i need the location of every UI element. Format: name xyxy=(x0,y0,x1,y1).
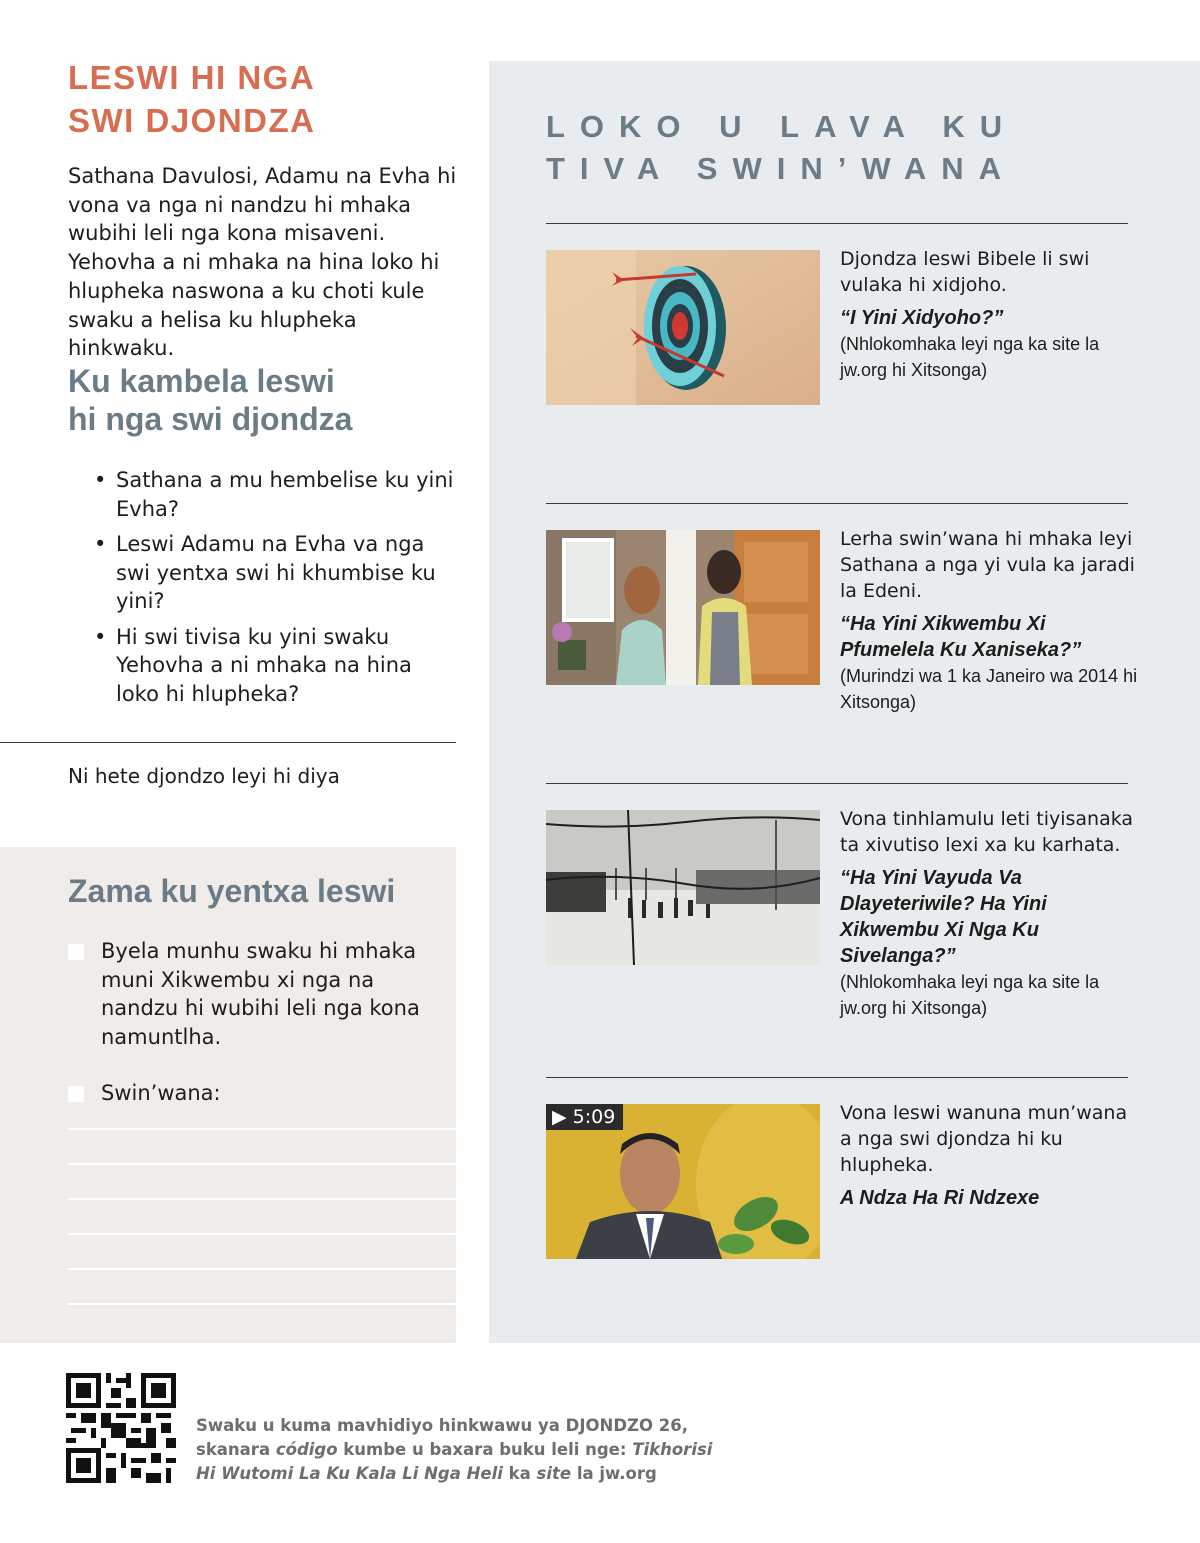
divider xyxy=(546,1077,1128,1078)
try-item[interactable]: Byela munhu swaku hi mhaka muni Xikwembu xi nga na nandzu hi wubihi leli nga kona namuntlha. xyxy=(68,937,428,1051)
try-item[interactable]: Swin’wana: xyxy=(68,1079,428,1108)
divider xyxy=(546,503,1128,504)
review-title: Ku kambela leswi hi nga swi djondza xyxy=(68,363,353,437)
entry-holocaust: Vona tinhlamulu leti tiyisanaka ta xivutiso lexi xa ku karhata. “Ha Yini Vayuda Va Dlayeteriwile? Ha Yini Xikwembu Xi Nga Ku Sivelanga?” (Nhlokomhaka leyi nga ka site la jw.org hi Xitsonga) xyxy=(840,806,1140,1021)
explore-title: LOKO U LAVA KU TIVA SWIN’WANA xyxy=(546,109,1018,186)
entry-video: Vona leswi wanuna mun’wana a nga swi djondza hi ku hlupheka. A Ndza Ha Ri Ndzexe xyxy=(840,1100,1140,1211)
writing-lines[interactable] xyxy=(68,1128,456,1338)
review-question: • Sathana a mu hembelise ku yini Evha? xyxy=(94,468,454,521)
review-questions xyxy=(90,466,460,715)
camp-photo-image[interactable] xyxy=(546,810,820,965)
review-question: • Leswi Adamu na Evha va nga swi yentxa swi hi khumbise ku yini? xyxy=(94,532,436,613)
target-image[interactable] xyxy=(546,250,820,405)
video-link[interactable]: A Ndza Ha Ri Ndzexe xyxy=(840,1187,1040,1209)
entry-suffering: Lerha swin’wana hi mhaka leyi Sathana a nga yi vula ka jaradi la Edeni. “Ha Yini Xikwembu Xi Pfumelela Ku Xaniseka?” (Murindzi wa 1 ka Janeiro wa 2014 hi Xitsonga) xyxy=(840,526,1140,715)
summary-title: LESWI HI NGA SWI DJONDZA xyxy=(68,59,316,139)
try-title: Zama ku yentxa leswi xyxy=(68,873,396,909)
video-thumbnail[interactable] xyxy=(546,1104,820,1259)
checkbox[interactable] xyxy=(68,944,84,960)
article-link[interactable]: “I Yini Xidyoho?” xyxy=(840,307,1004,329)
divider xyxy=(0,742,456,743)
article-link[interactable]: “Ha Yini Xikwembu Xi Pfumelela Ku Xaniseka?” xyxy=(840,613,1082,661)
article-link[interactable]: “Ha Yini Vayuda Va Dlayeteriwile? Ha Yini Xikwembu Xi Nga Ku Sivelanga?” xyxy=(840,867,1047,967)
completion-date-label: Ni hete djondzo leyi hi diya xyxy=(68,764,340,788)
divider xyxy=(546,783,1128,784)
summary-text: Sathana Davulosi, Adamu na Evha hi vona va nga ni nandzu hi mhaka wubihi leli nga kona misaveni. Yehovha a ni mhaka na hina loko hi hlupheka naswona a ku choti kule swaku a helisa ku hlupheka hinkwaku. xyxy=(68,164,457,361)
entry-sin: Djondza leswi Bibele li swi vulaka hi xidjoho. “I Yini Xidyoho?” (Nhlokomhaka leyi nga ka site la jw.org hi Xitsonga) xyxy=(840,246,1140,383)
qr-code-icon[interactable] xyxy=(66,1373,176,1483)
video-duration-badge: ▶ 5:09 xyxy=(546,1104,623,1130)
checkbox[interactable] xyxy=(68,1086,84,1102)
footer-note: Swaku u kuma mavhidiyo hinkwawu ya DJONDZO 26, skanara código kumbe u baxara buku leli nge: Tikhorisi Hi Wutomi La Ku Kala Li Nga Heli ka site la jw.org xyxy=(196,1416,713,1483)
review-question: • Hi swi tivisa ku yini swaku Yehovha a ni mhaka na hina loko hi hlupheka? xyxy=(94,624,412,706)
divider xyxy=(546,223,1128,224)
women-at-door-image[interactable] xyxy=(546,530,820,685)
